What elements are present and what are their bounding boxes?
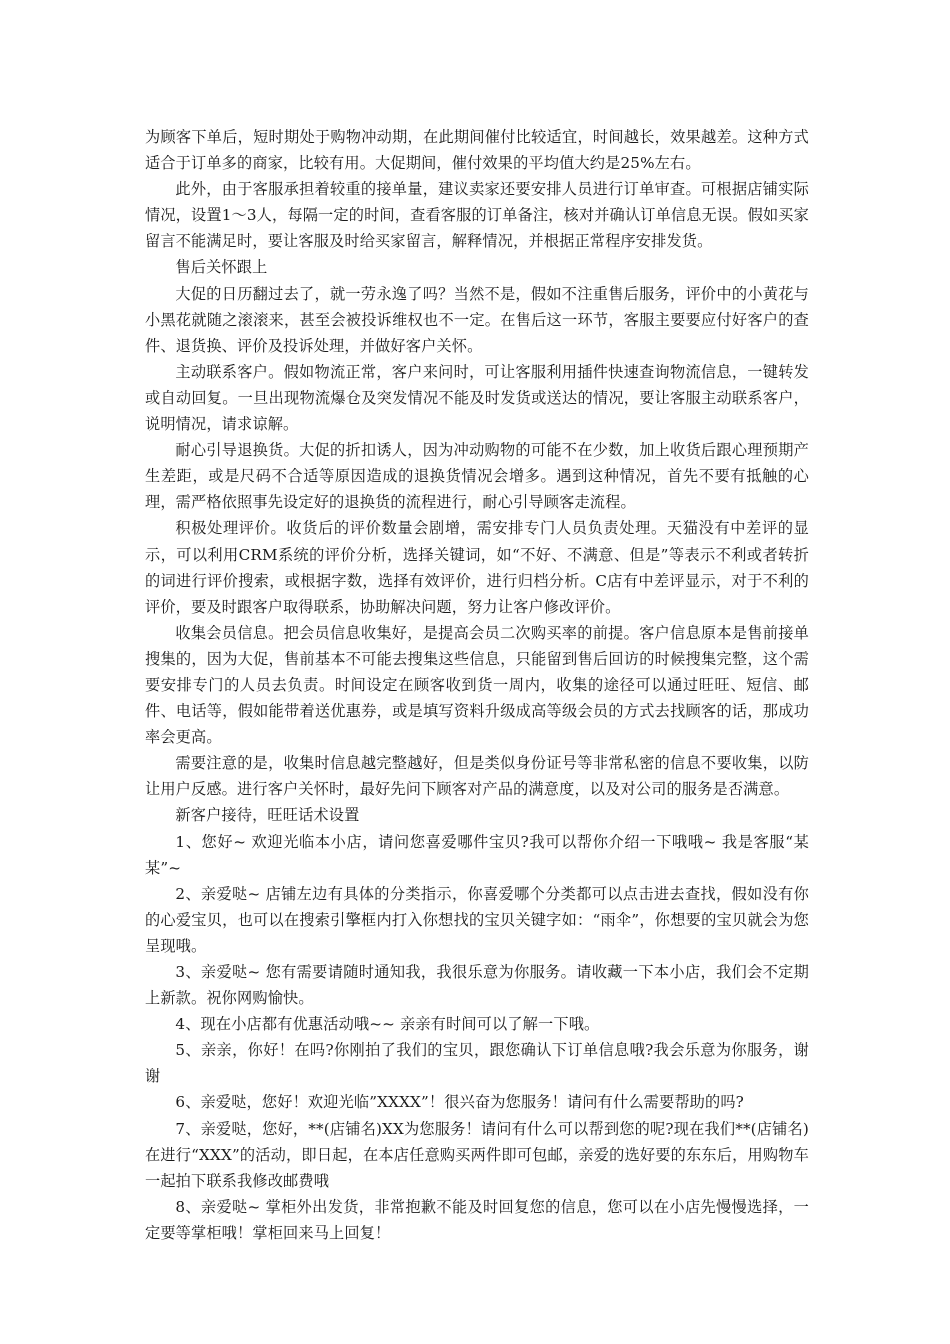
- paragraph-order-review: 此外，由于客服承担着较重的接单量，建议卖家还要安排人员进行订单审查。可根据店铺实际情况，设置1～3人，每隔一定的时间，查看客服的订单备注，核对并确认订单信息无误。假如买家留言不能满足时，要让客服及时给买家留言，解释情况，并根据正常程序安排发货。: [145, 180, 809, 251]
- paragraph-returns: 耐心引导退换货。大促的折扣诱人，因为冲动购物的可能不在少数，加上收货后跟心理预期产生差距，或是尺码不合适等原因造成的退换货情况会增多。遇到这种情况，首先不要有抵触的心理，需严格依照事先设定好的退换货的流程进行，耐心引导顾客走流程。: [145, 441, 809, 512]
- script-item-5: 5、亲亲，你好！在吗?你刚拍了我们的宝贝，跟您确认下订单信息哦?我会乐意为你服务，谢谢: [145, 1041, 809, 1086]
- script-item-1: 1、您好~ 欢迎光临本小店，请问您喜爱哪件宝贝?我可以帮你介绍一下哦哦~ 我是客服“某某”~: [145, 832, 809, 877]
- paragraph-reviews: 积极处理评价。收货后的评价数量会剧增，需安排专门人员负责处理。天猫没有中差评的显示，可以利用CRM系统的评价分析，选择关键词，如“不好、不满意、但是”等表示不利或者转折的词进行评价搜索，或根据字数，选择有效评价，进行归档分析。C店有中差评显示，对于不利的评价，要及时跟客户取得联系，协助解决问题，努力让客户修改评价。: [145, 519, 809, 616]
- section-heading-after-sales: 售后关怀跟上: [175, 258, 268, 277]
- script-item-2: 2、亲爱哒~ 店铺左边有具体的分类指示，你喜爱哪个分类都可以点击进去查找，假如没有你的心爱宝贝，也可以在搜索引擎框内打入你想找的宝贝关键字如：“雨伞”，你想要的宝贝就会为您呈现哦。: [145, 884, 809, 955]
- document-body: [145, 124, 809, 1246]
- paragraph-privacy-note: 需要注意的是，收集时信息越完整越好，但是类似身份证号等非常私密的信息不要收集，以防让用户反感。进行客户关怀时，最好先问下顾客对产品的满意度，以及对公司的服务是否满意。: [145, 754, 809, 799]
- script-item-3: 3、亲爱哒~ 您有需要请随时通知我，我很乐意为你服务。请收藏一下本小店，我们会不定期上新款。祝你网购愉快。: [145, 963, 809, 1008]
- paragraph-after-sales-intro: 大促的日历翻过去了，就一劳永逸了吗？当然不是，假如不注重售后服务，评价中的小黄花与小黑花就随之滚滚来，甚至会被投诉维权也不一定。在售后这一环节，客服主要要应付好客户的查件、退货换、评价及投诉处理，并做好客户关怀。: [145, 284, 809, 355]
- paragraph-contact-customers: 主动联系客户。假如物流正常，客户来问时，可让客服利用插件快速查询物流信息，一键转发或自动回复。一旦出现物流爆仓及突发情况不能及时发货或送达的情况，要让客服主动联系客户，说明情况，请求谅解。: [145, 362, 809, 434]
- section-heading-wangwang-scripts: 新客户接待，旺旺话术设置: [175, 806, 360, 825]
- script-item-7: 7、亲爱哒，您好，**(店铺名)XX为您服务！请问有什么可以帮到您的呢?现在我们**(店铺名)在进行“XXX”的活动，即日起，在本店任意购买两件即可包邮，亲爱的选好要的东东后，用购物车一起拍下联系我修改邮费哦: [145, 1119, 809, 1190]
- paragraph-member-info: 收集会员信息。把会员信息收集好，是提高会员二次购买率的前提。客户信息原本是售前接单搜集的，因为大促，售前基本不可能去搜集这些信息，只能留到售后回访的时候搜集完整，这个需要安排专门的人员去负责。时间设定在顾客收到货一周内，收集的途径可以通过旺旺、短信、邮件、电话等，假如能带着送优惠券，或是填写资料升级成高等级会员的方式去找顾客的话，那成功率会更高。: [145, 623, 809, 747]
- script-item-4: 4、现在小店都有优惠活动哦~~ 亲亲有时间可以了解一下哦。: [175, 1015, 600, 1034]
- script-item-6: 6、亲爱哒，您好！欢迎光临”XXXX”！很兴奋为您服务！请问有什么需要帮助的吗?: [175, 1093, 744, 1112]
- paragraph-order-reminder: 为顾客下单后，短时期处于购物冲动期，在此期间催付比较适宜，时间越长，效果越差。这种方式适合于订单多的商家，比较有用。大促期间，催付效果的平均值大约是25%左右。: [145, 128, 809, 173]
- script-item-8: 8、亲爱哒~ 掌柜外出发货，非常抱歉不能及时回复您的信息，您可以在小店先慢慢选择，一定要等掌柜哦！掌柜回来马上回复！: [145, 1197, 809, 1242]
